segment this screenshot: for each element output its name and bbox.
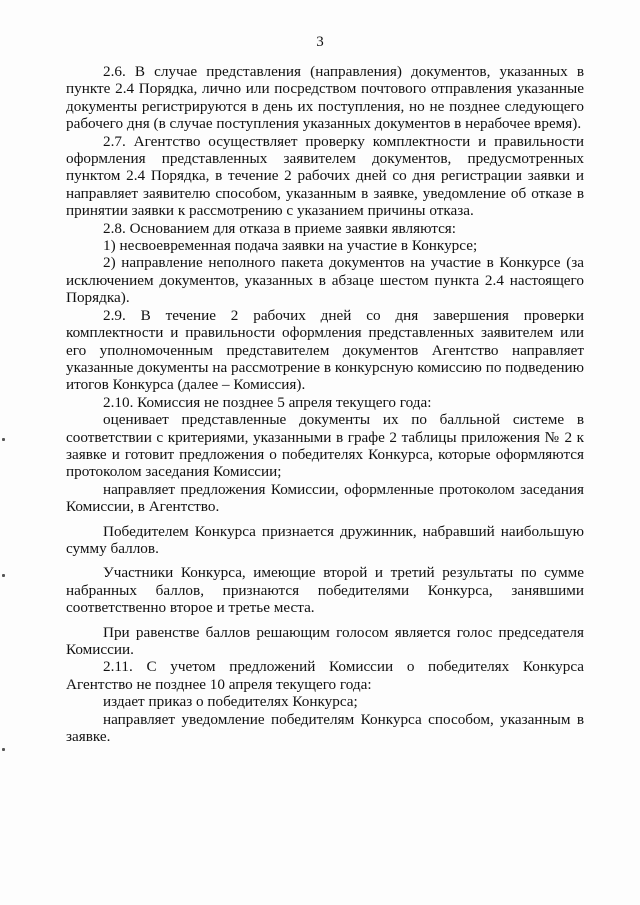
scan-mark xyxy=(2,438,5,441)
page-number: 3 xyxy=(316,34,324,50)
document-body xyxy=(66,63,584,745)
list-item-2: 2) направление неполного пакета документов на участие в Конкурсе (за исключением документов, указанных в абзаце шестом пункта 2.4 настоящего Порядка). xyxy=(66,254,584,307)
paragraph-runners-up: Участники Конкурса, имеющие второй и третий результаты по сумме набранных баллов, признаются победителями Конкурса, занявшими соответственно второе и третье места. xyxy=(66,564,584,617)
paragraph-order: издает приказ о победителях Конкурса; xyxy=(103,693,358,711)
paragraph-2-10: 2.10. Комиссия не позднее 5 апреля текущего года: xyxy=(103,393,432,411)
paragraph-winner: Победителем Конкурса признается дружинник, набравший наибольшую сумму баллов. xyxy=(66,522,584,557)
paragraph-2-11: 2.11. С учетом предложений Комиссии о победителях Конкурса Агентство не позднее 10 апреля текущего года: xyxy=(66,658,584,693)
scan-mark xyxy=(2,748,5,751)
paragraph-2-7: 2.7. Агентство осуществляет проверку комплектности и правильности оформления представленных заявителем документов, предусмотренных пунктом 2.4 Порядка, в течение 2 рабочих дней со дня регистрации заявки и направляет заявителю способом, указанным в заявке, уведомление об отказе в принятии заявки к рассмотрению с указанием причины отказа. xyxy=(66,132,584,220)
paragraph-2-6: 2.6. В случае представления (направления) документов, указанных в пункте 2.4 Порядка, лично или посредством почтового отправления указанные документы регистрируются в день их поступления, но не позднее следующего рабочего дня (в случае поступления указанных документов в нерабочее время). xyxy=(66,63,584,133)
scan-mark xyxy=(2,574,5,577)
list-item-1: 1) несвоевременная подача заявки на участие в Конкурсе; xyxy=(103,237,478,255)
paragraph-2-8: 2.8. Основанием для отказа в приеме заявки являются: xyxy=(103,219,457,237)
paragraph-2-9: 2.9. В течение 2 рабочих дней со дня завершения проверки комплектности и правильности оформления представленных заявителем или его уполномоченным представителем документов Агентство направляет указанные документы на рассмотрение в конкурсную комиссию по подведению итогов Конкурса (далее – Комиссия). xyxy=(66,306,584,394)
paragraph-tie-break: При равенстве баллов решающим голосом является голос председателя Комиссии. xyxy=(66,623,584,658)
paragraph-notification: направляет уведомление победителям Конкурса способом, указанным в заявке. xyxy=(66,710,584,746)
paragraph-evaluation: оценивает представленные документы их по балльной системе в соответствии с критериями, указанными в графе 2 таблицы приложения № 2 к заявке и готовит предложения о победителях Конкурса, которые оформляются протоколом заседания Комиссии; xyxy=(66,411,584,481)
paragraph-forwarding: направляет предложения Комиссии, оформленные протоколом заседания Комиссии, в Агентство. xyxy=(66,480,584,516)
